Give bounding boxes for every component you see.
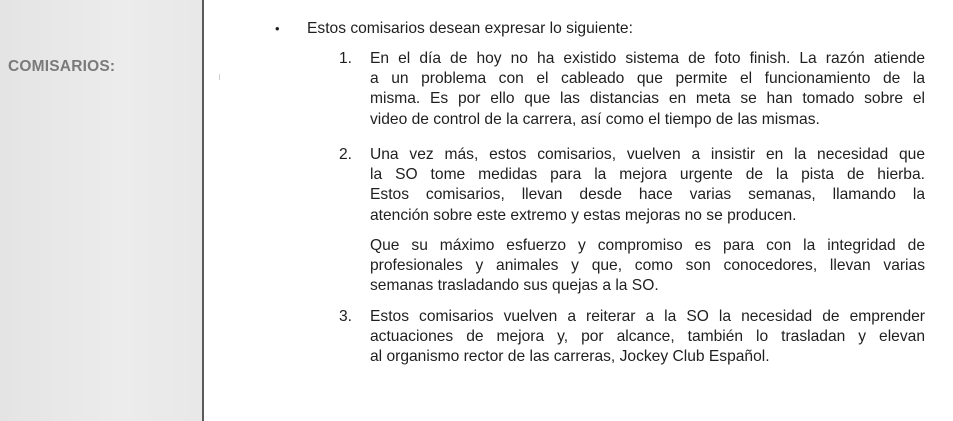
item-3-line: al organismo rector de las carreras, Jockey Club Español. <box>370 348 770 366</box>
item-2-line: Estos comisarios, llevan desde hace varias semanas, llamando la <box>370 186 925 204</box>
list-item-1 <box>370 49 925 130</box>
item-2-line: atención sobre este extremo y estas mejoras no se producen. <box>370 206 797 224</box>
item-2-line: la SO tome medidas para la mejora urgente de la pista de hierba. <box>370 166 925 184</box>
item-2-p2-line: Que su máximo esfuerzo y compromiso es para con la integridad de <box>370 237 925 254</box>
item-1-line: video de control de la carrera, así como el tiempo de las mismas. <box>370 110 820 128</box>
item-3-line: actuaciones de mejora y, por alcance, también lo trasladan y elevan <box>370 328 925 346</box>
bullet-icon: • <box>275 21 280 36</box>
item-number-1: 1. <box>339 50 353 67</box>
item-1-line: misma. Es por ello que las distancias en meta se han tomado sobre el <box>370 90 925 108</box>
item-number-3: 3. <box>339 308 353 325</box>
item-3-line: Estos comisarios vuelven a reiterar a la SO la necesidad de emprender <box>370 308 925 325</box>
item-2-line: Una vez más, estos comisarios, vuelven a insistir en la necesidad que <box>370 146 925 163</box>
list-item-3 <box>370 307 925 368</box>
item-1-line: a un problema con el cableado que permite el funcionamiento de la <box>370 70 925 88</box>
list-item-2-paragraph-2 <box>370 236 925 297</box>
item-2-p2-line: profesionales y animales y que, como son conocedores, llevan varias <box>370 257 925 275</box>
item-number-2: 2. <box>339 146 353 163</box>
item-1-line: En el día de hoy no ha existido sistema de foto finish. La razón atiende <box>370 50 925 67</box>
item-2-p2-line: semanas trasladando sus quejas a la SO. <box>370 277 659 295</box>
list-item-2 <box>370 145 925 226</box>
section-label: COMISARIOS: <box>8 58 116 75</box>
intro-text: Estos comisarios desean expresar lo siguiente: <box>307 20 633 37</box>
